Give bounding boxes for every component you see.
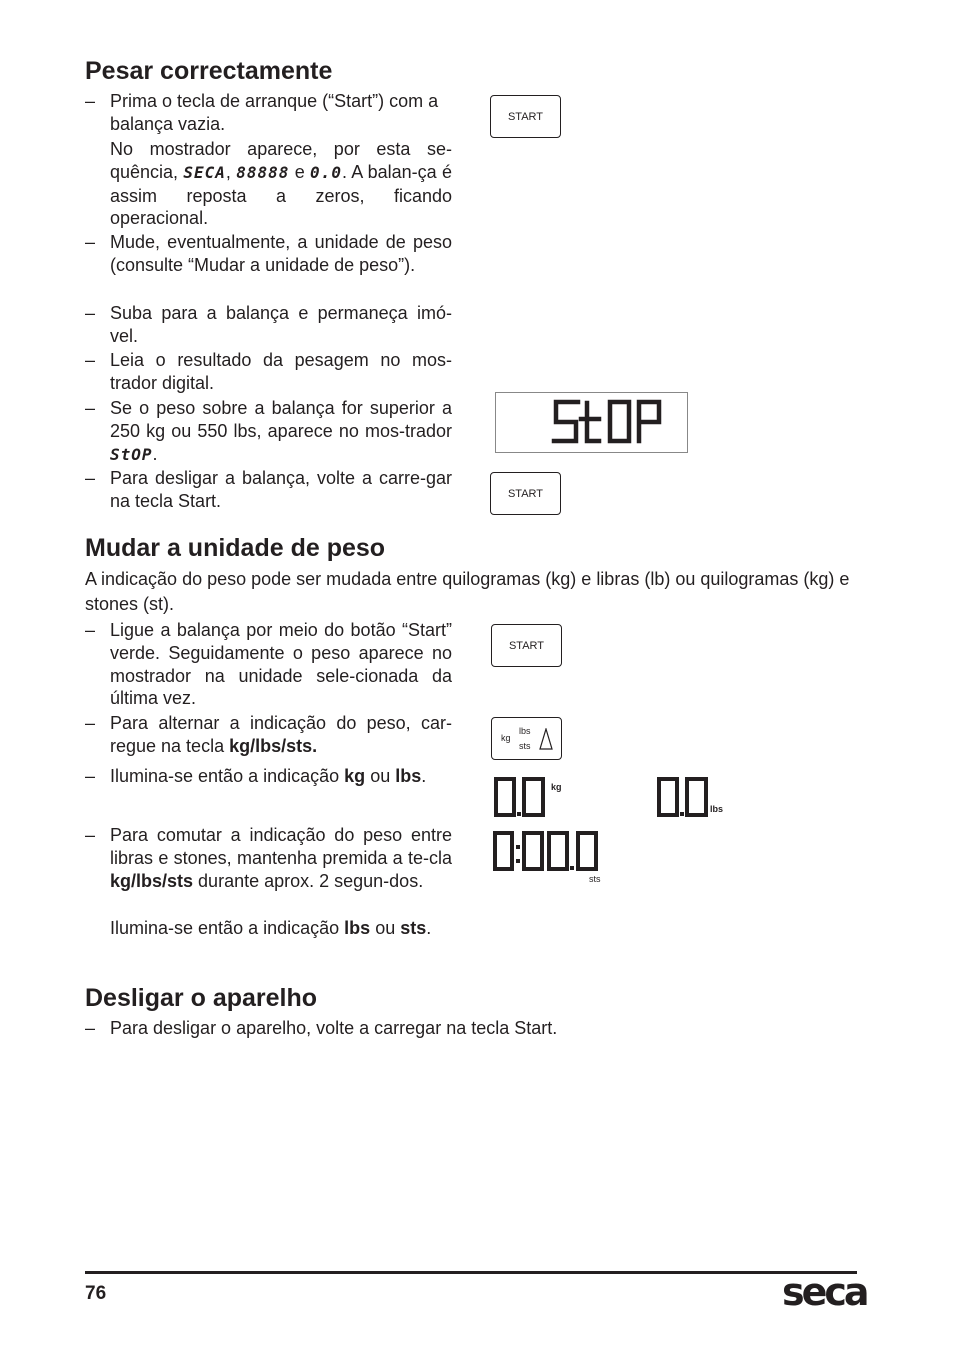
start-button-label: START <box>508 639 545 652</box>
dash: – <box>85 91 96 111</box>
start-button-label: START <box>507 487 544 500</box>
sts-display <box>492 829 612 885</box>
list-item-text: Se o peso sobre a balança for superior a 250 kg ou 550 lbs, aparece no mos-trador StOP. <box>110 398 452 464</box>
list-item-text: Ilumina-se então a indicação kg ou lbs. <box>110 766 427 786</box>
seg-zero: 0.0 <box>310 162 342 182</box>
lbs-display <box>656 775 736 820</box>
seg-stop: StOP <box>110 444 153 464</box>
list-item-text: Para desligar o aparelho, volte a carregar na tecla Start. <box>110 1018 558 1038</box>
intro-paragraph: A indicação do peso pode ser mudada entre quilogramas (kg) e libras (lb) ou quilogramas (kg) e stones (st). <box>85 569 850 614</box>
section-title-unit: Mudar a unidade de peso <box>85 534 386 562</box>
seg-seca: SECA <box>183 162 226 182</box>
page-number: 76 <box>85 1283 107 1304</box>
list-item-text: Para desligar a balança, volte a carre-gar na tecla Start. <box>110 468 452 511</box>
list-item-text: Ilumina-se então a indicação lbs ou sts. <box>110 918 432 938</box>
kg-display <box>493 775 573 820</box>
list-item-text: Prima o tecla de arranque (“Start”) com a balança vazia. <box>110 91 439 134</box>
start-button-figure <box>491 624 562 667</box>
sts-unit-label: sts <box>589 874 601 884</box>
list-item-text: Ligue a balança por meio do botão “Start” verde. Seguidamente o peso aparece no mostrador na unidade sele-cionada da última vez. <box>110 620 452 709</box>
unit-sts-label: sts <box>519 741 531 751</box>
start-button-figure <box>490 472 561 515</box>
footer-divider <box>85 1271 857 1274</box>
list-item-text: Para comutar a indicação do peso entre libras e stones, mantenha premida a te-cla kg/lbs/sts durante aprox. 2 segun-dos. <box>110 825 452 891</box>
seca-logo: seca <box>782 1270 867 1314</box>
list-item-text: Leia o resultado da pesagem no mos-trador digital. <box>110 350 452 393</box>
start-button-figure <box>490 95 561 138</box>
list-item-text: Mude, eventualmente, a unidade de peso (consulte “Mudar a unidade de peso”). <box>110 232 452 275</box>
start-button-label: START <box>507 110 544 123</box>
triangle-icon <box>539 728 553 750</box>
kg-unit-label: kg <box>551 782 562 792</box>
seg-88888: 88888 <box>236 162 290 182</box>
display-sequence-text: No mostrador aparece, por esta se-quência, SECA, 88888 e 0.0. A balan-ça é assim reposta a zeros, ficando operacional. <box>110 139 452 229</box>
section-title-off: Desligar o aparelho <box>85 984 318 1012</box>
unit-button-figure <box>491 717 562 760</box>
list-item-text: Suba para a balança e permaneça imó-vel. <box>110 303 452 346</box>
kg-display-segments <box>493 775 553 820</box>
lbs-display-segments <box>656 775 716 820</box>
stop-display <box>495 392 688 453</box>
lbs-unit-label: lbs <box>710 804 724 814</box>
sts-display-segments <box>492 829 607 874</box>
unit-kg-label: kg <box>501 733 511 743</box>
unit-lbs-label: lbs <box>519 726 531 736</box>
stop-display-segments <box>496 393 689 454</box>
section-title-weigh: Pesar correctamente <box>85 57 333 85</box>
list-item-text: Para alternar a indicação do peso, car-regue na tecla kg/lbs/sts. <box>110 713 452 756</box>
